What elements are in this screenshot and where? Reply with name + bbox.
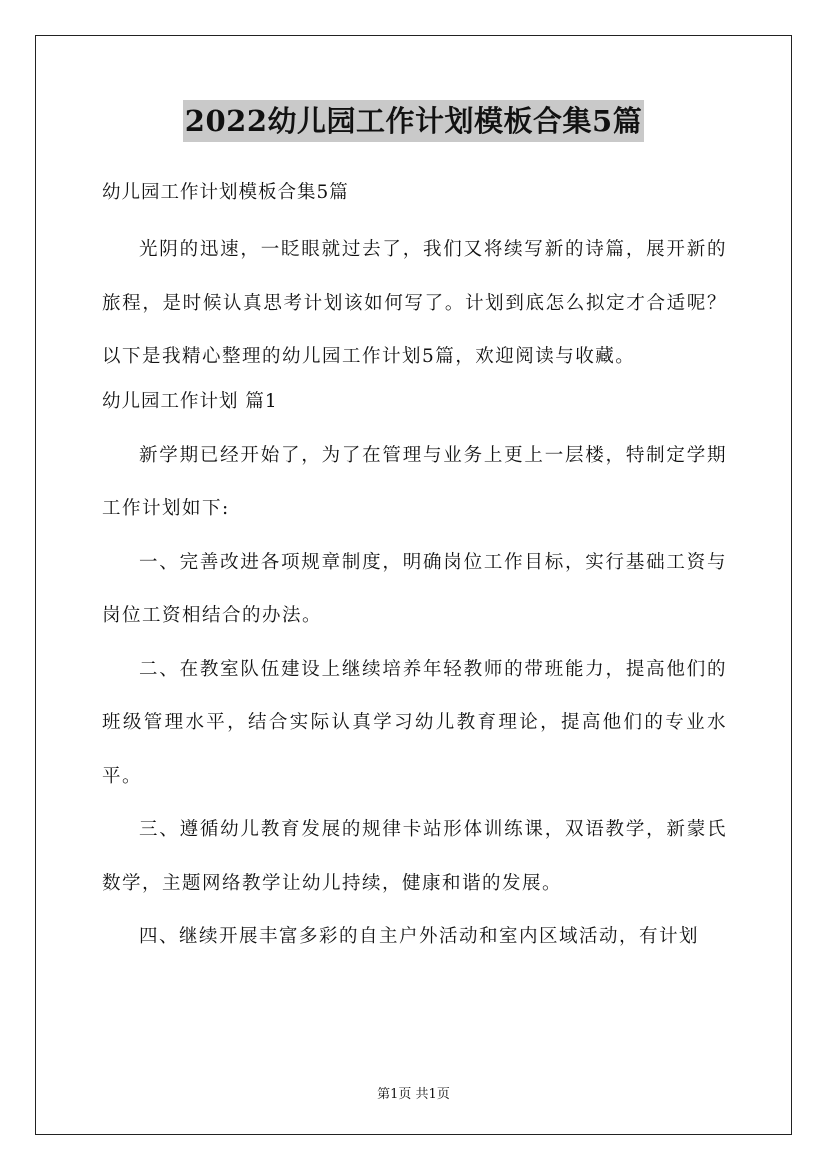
document-subtitle: 幼儿园工作计划模板合集5篇 xyxy=(102,182,349,203)
body-paragraph: 二、在教室队伍建设上继续培养年轻教师的带班能力，提高他们的班级管理水平，结合实际认真学习幼儿教育理论，提高他们的专业水平。 xyxy=(102,658,727,787)
page-number: 第1页 共1页 xyxy=(377,1087,450,1102)
section-heading: 幼儿园工作计划 篇1 xyxy=(102,390,278,412)
document-body xyxy=(102,175,727,964)
page-footer xyxy=(0,1083,827,1102)
title-container xyxy=(0,100,827,142)
body-paragraph: 三、遵循幼儿教育发展的规律卡站形体训练课，双语教学，新蒙氏数学，主题网络教学让幼儿持续，健康和谐的发展。 xyxy=(102,819,727,894)
body-paragraph: 新学期已经开始了，为了在管理与业务上更上一层楼，特制定学期工作计划如下: xyxy=(102,444,727,519)
intro-paragraph: 光阴的迅速，一眨眼就过去了，我们又将续写新的诗篇，展开新的旅程，是时候认真思考计划该如何写了。计划到底怎么拟定才合适呢？以下是我精心整理的幼儿园工作计划5篇，欢迎阅读与收藏。 xyxy=(102,239,727,367)
body-paragraph: 一、完善改进各项规章制度，明确岗位工作目标，实行基础工资与岗位工资相结合的办法。 xyxy=(102,551,727,626)
document-title: 2022幼儿园工作计划模板合集5篇 xyxy=(183,100,644,142)
body-paragraph: 四、继续开展丰富多彩的自主户外活动和室内区域活动，有计划 xyxy=(139,926,700,947)
